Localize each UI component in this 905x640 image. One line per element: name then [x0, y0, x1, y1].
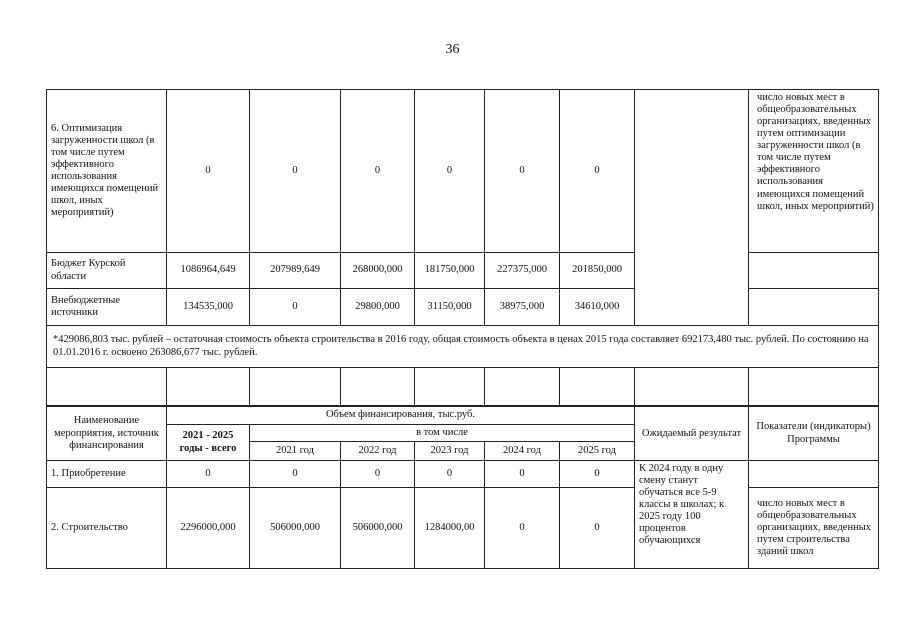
value-year: 34610,000: [560, 289, 635, 326]
value-year: 207989,649: [250, 253, 341, 289]
header-incl: в том числе: [250, 425, 635, 442]
empty-cell: [485, 368, 560, 406]
value-total: 1086964,649: [167, 253, 250, 289]
value-year: 506000,000: [250, 488, 341, 569]
value-year: 227375,000: [485, 253, 560, 289]
header-year: 2022 год: [341, 442, 415, 461]
value-total: 134535,000: [167, 289, 250, 326]
empty-cell: [560, 368, 635, 406]
value-year: 38975,000: [485, 289, 560, 326]
value-year: 0: [250, 289, 341, 326]
table-row: [47, 289, 879, 326]
table-row: [47, 90, 879, 253]
header-year: 2024 год: [485, 442, 560, 461]
value-year: 0: [415, 90, 485, 253]
footnote: *429086,803 тыс. рублей – остаточная стоимость объекта строительства в 2016 году, общая стоимость объекта в ценах 2015 года составляет 692173,480 тыс. рублей. По состоянию на 01.01.2016 г. освоено 263086,677 тыс. рублей.: [47, 326, 879, 368]
expected-result: К 2024 году в одну смену станут обучаться все 5-9 классы в школах; к 2025 году 100 процентов обучающихся: [635, 461, 749, 569]
header-indicators: Показатели (индикаторы) Программы: [749, 407, 879, 461]
empty-cell: [635, 368, 749, 406]
header-result: Ожидаемый результат: [635, 407, 749, 461]
value-year: 0: [250, 90, 341, 253]
page-number: 36: [445, 42, 460, 57]
value-year: 31150,000: [415, 289, 485, 326]
row-name: 6. Оптимизация загруженности школ (в том числе путем эффективного использования имеющихся помещений школ, иных мероприятий): [47, 90, 167, 253]
value-year: 0: [485, 90, 560, 253]
header-year: 2025 год: [560, 442, 635, 461]
empty-cell: [415, 368, 485, 406]
empty-cell: [749, 368, 879, 406]
value-year: 0: [485, 488, 560, 569]
header-name-col: Наименование мероприятия, источник финансирования: [47, 407, 167, 461]
value-year: 181750,000: [415, 253, 485, 289]
empty-cell: [47, 368, 167, 406]
header-year: 2023 год: [415, 442, 485, 461]
table-row: [47, 461, 879, 488]
value-year: 1284000,00: [415, 488, 485, 569]
table-row: [47, 253, 879, 289]
value-year: 0: [485, 461, 560, 488]
row-name: Бюджет Курской области: [47, 253, 167, 289]
indicator-cell: число новых мест в общеобразовательных организациях, введенных путем строительства зданий школ: [749, 488, 879, 569]
indicator-cell: [749, 289, 879, 326]
header-volume: Объем финансирования, тыс.руб.: [167, 407, 635, 425]
value-year: 0: [560, 488, 635, 569]
table-row: [47, 326, 879, 368]
table-row: [47, 488, 879, 569]
empty-cell: [341, 368, 415, 406]
table-row: [47, 368, 879, 406]
bottom-table: [46, 406, 879, 569]
indicator-cell: [749, 253, 879, 289]
empty-cell: [250, 368, 341, 406]
value-year: 0: [341, 90, 415, 253]
header-total: 2021 - 2025 годы - всего: [167, 425, 250, 461]
value-year: 0: [341, 461, 415, 488]
value-year: 0: [415, 461, 485, 488]
empty-cell: [167, 368, 250, 406]
value-year: 0: [560, 90, 635, 253]
row-name: 1. Приобретение: [47, 461, 167, 488]
value-year: 0: [560, 461, 635, 488]
value-year: 29800,000: [341, 289, 415, 326]
value-total: 0: [167, 461, 250, 488]
value-year: 0: [250, 461, 341, 488]
header-year: 2021 год: [250, 442, 341, 461]
indicator-cell: число новых мест в общеобразовательных организациях, введенных путем оптимизации загруженности школ (в том числе путем эффективного использования имеющихся помещений школ, иных мероприятий): [749, 90, 879, 253]
value-total: 2296000,000: [167, 488, 250, 569]
top-table: [46, 89, 879, 406]
header-row: [47, 407, 879, 425]
value-year: 506000,000: [341, 488, 415, 569]
result-cell: [635, 90, 749, 326]
value-year: 268000,000: [341, 253, 415, 289]
row-name: Внебюджетные источники: [47, 289, 167, 326]
value-total: 0: [167, 90, 250, 253]
row-name: 2. Строительство: [47, 488, 167, 569]
value-year: 201850,000: [560, 253, 635, 289]
indicator-cell: [749, 461, 879, 488]
